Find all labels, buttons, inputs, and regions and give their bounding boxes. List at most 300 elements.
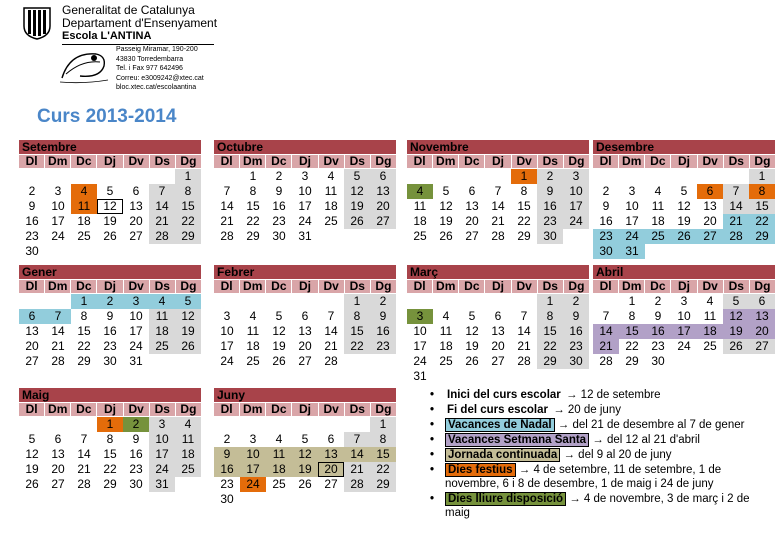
day-cell: 16: [103, 324, 117, 338]
weekday-label: Dj: [671, 280, 697, 293]
school-name: Escola L'ANTINA: [62, 30, 152, 42]
day-cell: 5: [723, 294, 749, 309]
day-cell: 21: [491, 214, 505, 228]
day-cell: 9: [106, 309, 114, 323]
day-cell: 23: [103, 339, 117, 353]
day-cell: 8: [80, 309, 88, 323]
day-cell: 22: [103, 462, 117, 476]
day-cell: 17: [671, 324, 697, 339]
day-grid: [19, 294, 201, 369]
legend-key: Vacances Setmana Santa: [445, 433, 589, 447]
day-cell: 13: [703, 199, 717, 213]
weekday-label: Dv: [698, 280, 724, 293]
day-cell: 31: [298, 229, 312, 243]
legend-item: [428, 448, 768, 462]
school-address: [116, 45, 204, 93]
day-cell: 21: [723, 214, 749, 229]
day-cell: 7: [80, 432, 88, 446]
day-cell: 15: [749, 199, 775, 214]
weekday-label: Dv: [512, 155, 538, 168]
day-cell: 16: [599, 214, 613, 228]
day-cell: 29: [749, 229, 775, 244]
day-cell: 22: [77, 339, 91, 353]
day-cell: 5: [175, 294, 201, 309]
day-cell: 9: [563, 309, 589, 324]
empty-cell: [593, 294, 619, 309]
day-cell: 20: [51, 462, 65, 476]
day-cell: 30: [103, 354, 117, 368]
day-cell: 24: [51, 229, 65, 243]
day-cell: 15: [370, 447, 396, 462]
legend-description: → del 21 de desembre al 7 de gener: [554, 419, 745, 431]
month-juny: [214, 388, 396, 507]
weekday-label: Dc: [645, 155, 671, 168]
day-cell: 11: [651, 199, 665, 213]
weekday-header: [19, 155, 201, 168]
weekday-label: Dl: [214, 155, 240, 168]
day-cell: 19: [25, 462, 39, 476]
day-cell: 12: [465, 324, 479, 338]
day-cell: 14: [149, 199, 175, 214]
weekday-label: Dj: [671, 155, 697, 168]
weekday-label: Dm: [45, 280, 71, 293]
day-cell: 1: [97, 417, 123, 432]
weekday-label: Ds: [538, 280, 564, 293]
weekday-header: [593, 155, 775, 168]
day-cell: 10: [220, 324, 234, 338]
empty-cell: [45, 417, 71, 432]
weekday-label: Dj: [485, 155, 511, 168]
day-cell: 8: [106, 432, 114, 446]
day-cell: 23: [25, 229, 39, 243]
day-cell: 27: [749, 339, 775, 354]
day-cell: 25: [175, 462, 201, 477]
day-cell: 6: [468, 184, 476, 198]
day-cell: 16: [214, 462, 240, 477]
legend-item: [428, 463, 768, 491]
day-cell: 16: [645, 324, 671, 339]
day-cell: 25: [703, 339, 717, 353]
day-cell: 4: [71, 184, 97, 199]
day-cell: 24: [677, 339, 691, 353]
day-cell: 2: [275, 169, 283, 183]
day-cell: 20: [703, 214, 717, 228]
day-cell: 28: [149, 229, 175, 244]
day-cell: 15: [344, 324, 370, 339]
day-cell: 2: [370, 294, 396, 309]
legend-item: [428, 418, 768, 432]
organization-name: Generalitat de Catalunya: [62, 3, 195, 17]
day-cell: 29: [537, 354, 563, 369]
day-cell: 12: [25, 447, 39, 461]
day-cell: 25: [77, 229, 91, 243]
day-cell: 8: [537, 309, 563, 324]
day-grid: [407, 294, 589, 384]
weekday-label: Dc: [266, 280, 292, 293]
day-cell: 14: [344, 447, 370, 462]
day-cell: 30: [129, 477, 143, 491]
day-cell: 5: [106, 184, 114, 198]
school-logo-icon: [56, 44, 112, 86]
day-cell: 16: [129, 447, 143, 461]
weekday-label: Dm: [45, 155, 71, 168]
day-cell: 8: [749, 184, 775, 199]
address-line: 43830 Torredembarra: [116, 55, 184, 63]
weekday-label: Dm: [240, 155, 266, 168]
day-cell: 12: [439, 199, 453, 213]
day-cell: 12: [344, 184, 370, 199]
day-cell: 9: [214, 447, 240, 462]
day-cell: 31: [129, 354, 143, 368]
day-cell: 29: [103, 477, 117, 491]
day-cell: 14: [77, 447, 91, 461]
weekday-label: Dl: [19, 155, 45, 168]
day-cell: 3: [563, 169, 589, 184]
day-cell: 4: [249, 309, 257, 323]
day-cell: 5: [28, 432, 36, 446]
day-cell: 26: [298, 477, 312, 491]
day-cell: 22: [175, 214, 201, 229]
weekday-label: Dl: [593, 280, 619, 293]
day-cell: 11: [439, 324, 453, 338]
day-cell: 1: [749, 169, 775, 184]
weekday-label: Dl: [214, 403, 240, 416]
day-cell: 19: [292, 462, 318, 477]
day-cell: 28: [599, 354, 613, 368]
weekday-label: Dm: [433, 280, 459, 293]
month-desembre: [593, 140, 775, 259]
empty-cell: [433, 294, 459, 309]
day-cell: 26: [272, 354, 286, 368]
weekday-header: [407, 280, 589, 293]
day-cell: 13: [370, 184, 396, 199]
day-cell: 31: [149, 477, 175, 492]
day-cell: 17: [240, 462, 266, 477]
empty-cell: [45, 169, 71, 184]
legend-key: Fi del curs escolar: [447, 404, 548, 416]
weekday-label: Dl: [19, 280, 45, 293]
day-grid: [19, 169, 201, 259]
legend-key: Vacances de Nadal: [445, 418, 555, 432]
empty-cell: [149, 169, 175, 184]
weekday-label: Dg: [176, 155, 201, 168]
empty-cell: [45, 294, 71, 309]
day-cell: 23: [129, 462, 143, 476]
day-cell: 2: [123, 417, 149, 432]
weekday-label: Dg: [564, 280, 589, 293]
weekday-header: [593, 280, 775, 293]
weekday-label: Dv: [124, 280, 150, 293]
day-cell: 13: [129, 199, 143, 213]
day-cell: 7: [327, 309, 335, 323]
day-cell: 17: [149, 447, 175, 462]
day-cell: 23: [370, 339, 396, 354]
day-cell: 6: [54, 432, 62, 446]
day-grid: [593, 294, 775, 369]
empty-cell: [318, 417, 344, 432]
day-cell: 18: [439, 339, 453, 353]
day-cell: 9: [602, 199, 610, 213]
day-cell: 28: [220, 229, 234, 243]
day-cell: 4: [275, 432, 283, 446]
weekday-label: Ds: [724, 280, 750, 293]
day-cell: 11: [324, 184, 338, 198]
month-octubre: [214, 140, 396, 244]
day-cell: 30: [593, 244, 619, 259]
legend-description: → 4 de novembre, 3 de març i 2 de maig: [445, 493, 750, 519]
month-name: Febrer: [214, 265, 396, 279]
month-novembre: [407, 140, 589, 244]
organization-department: Departament d'Ensenyament: [62, 16, 218, 30]
day-cell: 19: [103, 214, 117, 228]
day-cell: 1: [175, 169, 201, 184]
day-cell: 19: [723, 324, 749, 339]
day-cell: 7: [344, 432, 370, 447]
day-cell: 15: [246, 199, 260, 213]
day-cell: 28: [344, 477, 370, 492]
day-cell: 8: [249, 184, 257, 198]
day-cell: 21: [517, 339, 531, 353]
month-name: Març: [407, 265, 589, 279]
weekday-label: Dc: [266, 403, 292, 416]
day-cell: 24: [240, 477, 266, 492]
day-cell: 17: [625, 214, 639, 228]
month-name: Maig: [19, 388, 201, 402]
weekday-header: [19, 280, 201, 293]
empty-cell: [671, 169, 697, 184]
day-cell: 10: [677, 309, 691, 323]
day-cell: 26: [439, 229, 453, 243]
day-cell: 27: [370, 214, 396, 229]
weekday-label: Dj: [292, 403, 318, 416]
day-cell: 1: [370, 417, 396, 432]
day-cell: 19: [344, 199, 370, 214]
weekday-label: Dv: [319, 403, 345, 416]
day-cell: 28: [324, 354, 338, 368]
legend-description: → 20 de juny: [550, 404, 621, 416]
day-cell: 1: [344, 294, 370, 309]
day-cell: 14: [324, 324, 338, 338]
day-cell: 1: [537, 294, 563, 309]
day-cell: 24: [220, 354, 234, 368]
day-cell: 18: [324, 199, 338, 213]
day-cell: 8: [628, 309, 636, 323]
day-cell: 21: [77, 462, 91, 476]
weekday-label: Dg: [371, 403, 396, 416]
day-cell: 10: [563, 184, 589, 199]
empty-cell: [240, 294, 266, 309]
day-cell: 9: [28, 199, 36, 213]
day-cell: 30: [220, 492, 234, 506]
day-cell: 28: [723, 229, 749, 244]
day-cell: 23: [272, 214, 286, 228]
day-cell: 2: [563, 294, 589, 309]
day-cell: 12: [97, 199, 123, 214]
day-cell: 24: [149, 462, 175, 477]
empty-cell: [292, 417, 318, 432]
day-cell: 25: [413, 229, 427, 243]
day-cell: 2: [97, 294, 123, 309]
weekday-label: Dm: [619, 155, 645, 168]
weekday-label: Dl: [19, 403, 45, 416]
day-grid: [593, 169, 775, 259]
day-cell: 6: [327, 432, 335, 446]
day-cell: 14: [491, 199, 505, 213]
day-cell: 10: [625, 199, 639, 213]
day-cell: 26: [344, 214, 370, 229]
month-name: Novembre: [407, 140, 589, 154]
legend-key: Jornada continuada: [445, 448, 560, 462]
month-mar: [407, 265, 589, 384]
day-cell: 17: [220, 339, 234, 353]
day-grid: [214, 169, 396, 244]
day-cell: 29: [175, 229, 201, 244]
day-cell: 13: [51, 447, 65, 461]
day-cell: 26: [175, 339, 201, 354]
day-cell: 27: [491, 354, 505, 368]
month-febrer: [214, 265, 396, 369]
weekday-label: Dm: [240, 280, 266, 293]
day-cell: 6: [19, 309, 45, 324]
weekday-label: Ds: [150, 155, 176, 168]
empty-cell: [593, 169, 619, 184]
weekday-label: Dv: [698, 155, 724, 168]
day-cell: 15: [537, 324, 563, 339]
day-cell: 5: [442, 184, 450, 198]
day-cell: 23: [220, 477, 234, 491]
day-cell: 30: [272, 229, 286, 243]
empty-cell: [645, 169, 671, 184]
day-cell: 30: [25, 244, 39, 258]
empty-cell: [214, 417, 240, 432]
month-gener: [19, 265, 201, 369]
weekday-label: Dm: [619, 280, 645, 293]
weekday-label: Dj: [97, 403, 123, 416]
day-cell: 28: [51, 354, 65, 368]
day-cell: 21: [344, 462, 370, 477]
legend-description: → 4 de setembre, 11 de setembre, 1 de novembre, 6 i 8 de desembre, 1 de maig i 24 de juny: [445, 464, 722, 490]
day-cell: 1: [511, 169, 537, 184]
weekday-label: Ds: [538, 155, 564, 168]
day-cell: 10: [240, 447, 266, 462]
day-cell: 22: [749, 214, 775, 229]
weekday-label: Dj: [292, 280, 318, 293]
day-cell: 7: [45, 309, 71, 324]
empty-cell: [214, 169, 240, 184]
day-cell: 3: [149, 417, 175, 432]
day-cell: 18: [175, 447, 201, 462]
day-grid: [407, 169, 589, 244]
weekday-label: Dc: [645, 280, 671, 293]
day-cell: 10: [298, 184, 312, 198]
day-cell: 10: [413, 324, 427, 338]
month-name: Abril: [593, 265, 775, 279]
day-cell: 6: [749, 294, 775, 309]
day-cell: 17: [298, 199, 312, 213]
weekday-label: Dv: [124, 403, 150, 416]
day-cell: 15: [517, 199, 531, 213]
day-cell: 23: [593, 229, 619, 244]
day-cell: 4: [654, 184, 662, 198]
weekday-label: Dl: [214, 280, 240, 293]
address-line: Tel. i Fax 977 642496: [116, 65, 183, 72]
weekday-header: [407, 155, 589, 168]
weekday-label: Ds: [345, 280, 371, 293]
legend-item: [428, 492, 768, 520]
day-cell: 22: [537, 339, 563, 354]
day-cell: 7: [223, 184, 231, 198]
weekday-label: Dj: [292, 155, 318, 168]
day-cell: 20: [749, 324, 775, 339]
empty-cell: [292, 294, 318, 309]
day-cell: 5: [275, 309, 283, 323]
day-cell: 8: [175, 184, 201, 199]
weekday-label: Ds: [150, 280, 176, 293]
day-cell: 20: [318, 462, 344, 477]
empty-cell: [266, 294, 292, 309]
month-name: Juny: [214, 388, 396, 402]
empty-cell: [19, 169, 45, 184]
address-line: Correu: e3009242@xtec.cat: [116, 74, 204, 82]
day-cell: 3: [54, 184, 62, 198]
day-cell: 19: [677, 214, 691, 228]
day-cell: 25: [149, 339, 175, 354]
day-cell: 9: [537, 184, 563, 199]
weekday-label: Ds: [724, 155, 750, 168]
weekday-label: Dc: [71, 155, 97, 168]
day-cell: 16: [370, 324, 396, 339]
day-cell: 29: [625, 354, 639, 368]
month-abril: [593, 265, 775, 369]
empty-cell: [214, 294, 240, 309]
day-grid: [19, 417, 201, 492]
day-cell: 27: [129, 229, 143, 243]
legend-item: [428, 403, 768, 417]
day-cell: 2: [654, 294, 662, 308]
day-cell: 5: [301, 432, 309, 446]
day-cell: 6: [494, 309, 502, 323]
empty-cell: [485, 294, 511, 309]
legend-description: → del 12 al 21 d'abril: [589, 434, 700, 446]
day-cell: 23: [651, 339, 665, 353]
day-cell: 26: [723, 339, 749, 354]
weekday-label: Dj: [97, 280, 123, 293]
weekday-header: [19, 403, 201, 416]
empty-cell: [723, 169, 749, 184]
day-cell: 4: [706, 294, 714, 308]
weekday-label: Dv: [319, 155, 345, 168]
day-cell: 3: [223, 309, 231, 323]
day-cell: 20: [129, 214, 143, 228]
weekday-label: Dc: [266, 155, 292, 168]
day-cell: 3: [407, 309, 433, 324]
day-cell: 6: [301, 309, 309, 323]
day-cell: 1: [249, 169, 257, 183]
day-cell: 2: [28, 184, 36, 198]
day-cell: 28: [491, 229, 505, 243]
day-cell: 6: [370, 169, 396, 184]
day-cell: 7: [149, 184, 175, 199]
page-title: Curs 2013-2014: [37, 106, 177, 127]
empty-cell: [485, 169, 511, 184]
day-cell: 16: [272, 199, 286, 213]
legend-key: Dies festius: [445, 463, 516, 477]
day-cell: 4: [442, 309, 450, 323]
day-cell: 11: [71, 199, 97, 214]
day-cell: 25: [246, 354, 260, 368]
day-cell: 2: [223, 432, 231, 446]
day-cell: 23: [563, 339, 589, 354]
